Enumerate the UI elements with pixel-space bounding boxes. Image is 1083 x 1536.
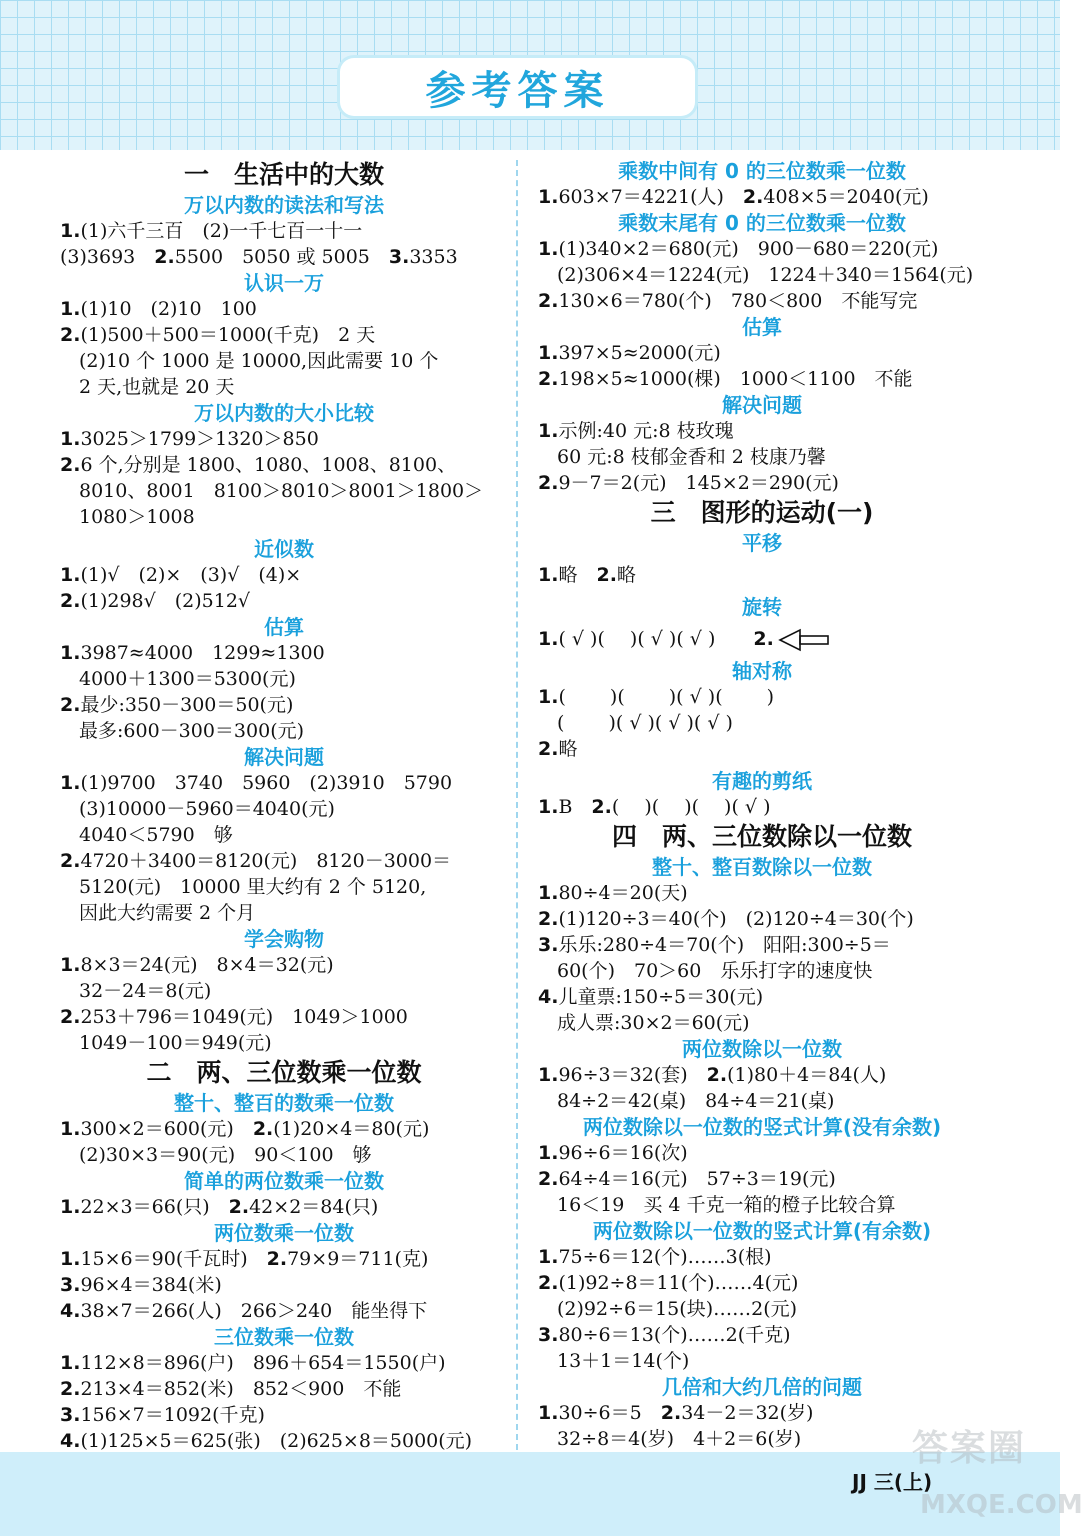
section-heading: 轴对称 <box>732 659 792 683</box>
answer-line: (2)306×4＝1224(元) 1224＋340＝1564(元) <box>538 264 974 286</box>
answer-line: 5120(元) 10000 里大约有 2 个 5120, <box>60 876 427 898</box>
section-heading: 整十、整百数除以一位数 <box>652 855 872 879</box>
answer-line: 1.603×7＝4221(人) 2.408×5＝2040(元) <box>538 186 929 208</box>
answer-line: 1.300×2＝600(元) 2.(1)20×4＝80(元) <box>60 1118 430 1140</box>
answer-line: 1.8×3＝24(元) 8×4＝32(元) <box>60 954 334 976</box>
answer-line: 1.15×6＝90(千瓦时) 2.79×9＝711(克) <box>60 1248 429 1270</box>
watermark-logo: 答案圈 MXQE.COM <box>912 1428 1083 1520</box>
section-heading: 学会购物 <box>244 927 324 951</box>
page-tag: JJ 三(上) <box>852 1470 933 1494</box>
answer-line: 1.75÷6＝12(个)……3(根) <box>538 1246 772 1268</box>
answer-line: 2.253＋796＝1049(元) 1049＞1000 <box>60 1006 408 1028</box>
answer-line: 1.( )( )( √ )( ) <box>538 686 775 708</box>
answer-line: 最多:600－300＝300(元) <box>60 720 305 742</box>
answer-line: 2.6 个,分别是 1800、1080、1008、8100、 <box>60 454 457 476</box>
answer-line: 84÷2＝42(桌) 84÷4＝21(桌) <box>538 1090 835 1112</box>
answer-line: 2 天,也就是 20 天 <box>60 376 235 398</box>
answer-line: 2.(1)92÷8＝11(个)……4(元) <box>538 1272 799 1294</box>
answer-line: 4.(1)125×5＝625(张) (2)625×8＝5000(元) <box>60 1430 473 1452</box>
answer-line: 1.3987≈4000 1299≈1300 <box>60 642 325 664</box>
section-heading: 乘数中间有 0 的三位数乘一位数 <box>618 159 906 183</box>
answer-line: 1.397×5≈2000(元) <box>538 342 721 364</box>
answer-line: 2.(1)120÷3＝40(个) (2)120÷4＝30(个) <box>538 908 914 930</box>
answer-line: 13＋1＝14(个) <box>538 1350 690 1372</box>
header-banner <box>0 0 1060 150</box>
answer-line: 2.(1)298√ (2)512√ <box>60 590 251 612</box>
answer-line: 1.(1)六千三百 (2)一千七百一十一 <box>60 220 363 242</box>
answer-line: 1.3025＞1799＞1320＞850 <box>60 428 319 450</box>
answer-line: (3)10000－5960＝4040(元) <box>60 798 335 820</box>
answer-line: 32÷8＝4(岁) 4＋2＝6(岁) <box>538 1428 802 1450</box>
chapter-title: 二 两、三位数乘一位数 <box>146 1058 422 1087</box>
section-heading: 解决问题 <box>244 745 324 769</box>
section-heading: 几倍和大约几倍的问题 <box>662 1375 862 1399</box>
answer-line: (3)3693 2.5500 5050 或 5005 3.3353 <box>60 246 458 268</box>
answer-line: 1049－100＝949(元) <box>60 1032 272 1054</box>
answer-line: 1.(1)√ (2)× (3)√ (4)× <box>60 564 302 586</box>
answer-line: 2.(1)500＋500＝1000(千克) 2 天 <box>60 324 376 346</box>
answer-line: 1.(1)340×2＝680(元) 900－680＝220(元) <box>538 238 939 260</box>
section-heading: 有趣的剪纸 <box>712 769 812 793</box>
section-heading: 两位数除以一位数的竖式计算(有余数) <box>592 1219 932 1243</box>
section-heading: 两位数除以一位数的竖式计算(没有余数) <box>582 1115 942 1139</box>
page-title: 参考答案 <box>425 67 610 114</box>
section-heading: 简单的两位数乘一位数 <box>184 1169 384 1193</box>
answer-line: 4.儿童票:150÷5＝30(元) <box>538 986 764 1008</box>
section-heading: 两位数乘一位数 <box>214 1221 354 1245</box>
answer-line: 1.(1)9700 3740 5960 (2)3910 5790 <box>60 772 453 794</box>
section-heading: 万以内数的大小比较 <box>194 401 374 425</box>
answer-line: (2)10 个 1000 是 10000,因此需要 10 个 <box>60 350 439 372</box>
chapter-title: 三 图形的运动(一) <box>650 498 874 527</box>
answer-line: 1.B 2.( )( )( )( √ ) <box>538 796 771 818</box>
answer-line: 60(个) 70＞60 乐乐打字的速度快 <box>538 960 873 982</box>
section-heading: 万以内数的读法和写法 <box>184 193 384 217</box>
section-heading: 旋转 <box>742 595 782 619</box>
title-box <box>340 58 695 116</box>
answer-line: 1.30÷6＝5 2.34－2＝32(岁) <box>538 1402 814 1424</box>
answer-line: 3.156×7＝1092(千克) <box>60 1404 265 1426</box>
answer-line: 16＜19 买 4 千克一箱的橙子比较合算 <box>538 1194 896 1216</box>
answer-line: 2.198×5≈1000(棵) 1000＜1100 不能 <box>538 368 913 390</box>
section-heading: 认识一万 <box>244 271 324 295</box>
section-heading: 三位数乘一位数 <box>214 1325 354 1349</box>
answer-line: ( )( √ )( √ )( √ ) <box>538 712 733 734</box>
section-heading: 估算 <box>264 615 304 639</box>
answer-line: (2)92÷6＝15(块)……2(元) <box>538 1298 798 1320</box>
answer-line: 4000＋1300＝5300(元) <box>60 668 296 690</box>
section-heading: 平移 <box>742 531 782 555</box>
answer-line: 2.4720＋3400＝8120(元) 8120－3000＝ <box>60 850 452 872</box>
answer-line: 60 元:8 枝郁金香和 2 枝康乃馨 <box>538 446 826 468</box>
answer-line: 2.最少:350－300＝50(元) <box>60 694 294 716</box>
answer-line: 3.96×4＝384(米) <box>60 1274 222 1296</box>
column-divider <box>516 160 518 1450</box>
answer-line: 1.112×8＝896(户) 896＋654＝1550(户) <box>60 1352 446 1374</box>
section-heading: 乘数末尾有 0 的三位数乘一位数 <box>618 211 906 235</box>
rotated-flag-figure <box>776 628 832 652</box>
answer-line: (2)30×3＝90(元) 90＜100 够 <box>60 1144 372 1166</box>
answer-line: 2.9－7＝2(元) 145×2＝290(元) <box>538 472 839 494</box>
answer-line: 1.(1)10 (2)10 100 <box>60 298 257 320</box>
answer-line: 成人票:30×2＝60(元) <box>538 1012 750 1034</box>
answer-line: 因此大约需要 2 个月 <box>60 902 256 924</box>
answer-line: 32－24＝8(元) <box>60 980 212 1002</box>
answer-line: 2.213×4＝852(米) 852＜900 不能 <box>60 1378 402 1400</box>
answer-line: 1.示例:40 元:8 枝玫瑰 <box>538 420 734 442</box>
chapter-title: 一 生活中的大数 <box>183 160 384 189</box>
section-heading: 估算 <box>742 315 782 339</box>
answer-line: 1.略 2.略 <box>538 564 636 586</box>
answer-line: 1.( √ )( )( √ )( √ ) 2. <box>538 626 986 652</box>
chapter-title: 四 两、三位数除以一位数 <box>611 822 912 851</box>
section-heading: 解决问题 <box>722 393 802 417</box>
answer-line: 4040＜5790 够 <box>60 824 233 846</box>
section-heading: 两位数除以一位数 <box>682 1037 842 1061</box>
answer-line: 3.80÷6＝13(个)……2(千克) <box>538 1324 791 1346</box>
answer-line: 8010、8001 8100＞8010＞8001＞1800＞ <box>60 480 484 502</box>
left-column <box>60 158 508 1454</box>
answer-line: 1.22×3＝66(只) 2.42×2＝84(只) <box>60 1196 379 1218</box>
answer-line: 3.乐乐:280÷4＝70(个) 阳阳:300÷5＝ <box>538 934 891 956</box>
answer-line: 4.38×7＝266(人) 266＞240 能坐得下 <box>60 1300 428 1322</box>
section-heading: 整十、整百的数乘一位数 <box>174 1091 394 1115</box>
answer-line: 2.130×6＝780(个) 780＜800 不能写完 <box>538 290 918 312</box>
answer-line: 2.略 <box>538 738 578 760</box>
section-heading: 近似数 <box>254 537 314 561</box>
answer-line: 2.64÷4＝16(元) 57÷3＝19(元) <box>538 1168 836 1190</box>
answer-line: 1.80÷4＝20(天) <box>538 882 688 904</box>
answer-line: 1.96÷3＝32(套) 2.(1)80＋4＝84(人) <box>538 1064 887 1086</box>
answer-line: 1080＞1008 <box>60 506 195 528</box>
right-column <box>538 158 986 1452</box>
answer-line: 1.96÷6＝16(次) <box>538 1142 688 1164</box>
